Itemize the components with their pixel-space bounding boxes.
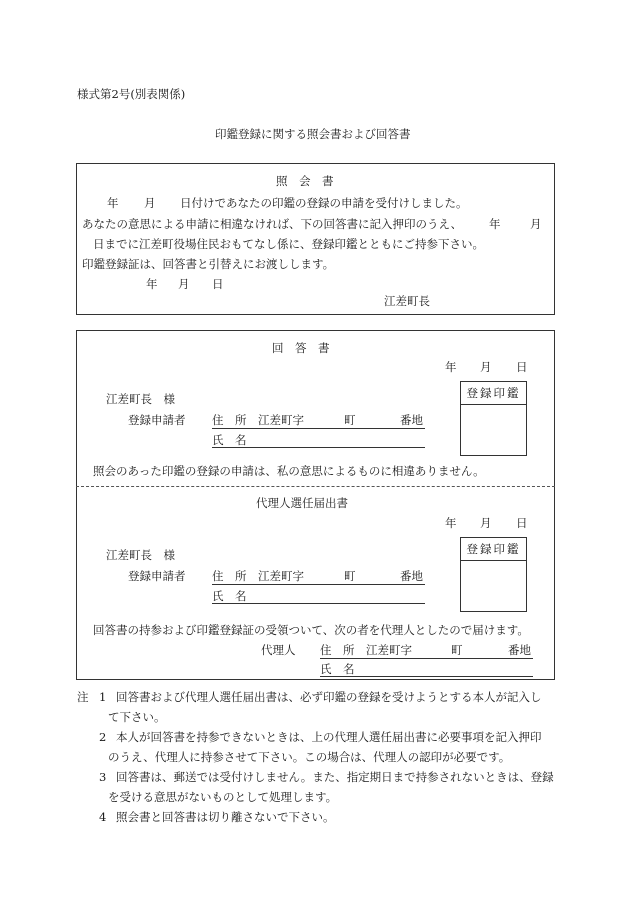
cut-line [76, 486, 555, 487]
proxy-date-day: 日 [516, 516, 528, 530]
inquiry-signer: 江差町長 [384, 294, 430, 308]
inquiry-line1-text: 日付けであなたの印鑑の登録の申請を受付けしました。 [180, 196, 468, 210]
proxy-address-label: 住 所 [212, 569, 247, 583]
answer-addressee: 江差町長 様 [106, 392, 175, 406]
inquiry-title: 照 会 書 [276, 174, 334, 188]
agent-name-label: 氏 名 [320, 662, 355, 676]
note-line: て下さい。 [108, 710, 166, 724]
inquiry-line3-text: 日までに江差町役場住民おもてなし係に、登録印鑑とともにご持参下さい。 [93, 237, 484, 251]
note-line: 回答書および代理人選任届出書は、必ず印鑑の登録を受けようとする本人が記入し [116, 690, 542, 704]
agent-address-banchi: 番地 [508, 643, 531, 657]
note-line: 照会書と回答書は切り離さないで下さい。 [116, 810, 335, 824]
proxy-address-town: 江差町字 [258, 569, 304, 583]
answer-date-year: 年 [445, 360, 457, 374]
agent-address-line [320, 658, 533, 659]
agent-address-cho: 町 [451, 643, 463, 657]
inquiry-line1-year: 年 [107, 196, 119, 210]
answer-stamp-label: 登録印鑑 [461, 382, 526, 405]
answer-address-cho: 町 [344, 413, 356, 427]
note-number: 3 [99, 770, 107, 784]
answer-applicant-label: 登録申請者 [128, 413, 186, 427]
notes-heading: 注 [77, 690, 89, 704]
proxy-name-line [212, 603, 425, 604]
proxy-date-month: 月 [480, 516, 492, 530]
agent-name-line [320, 676, 533, 677]
note-line: 本人が回答書を持参できないときは、上の代理人選任届出書に必要事項を記入押印 [116, 730, 542, 744]
answer-date-month: 月 [480, 360, 492, 374]
note-line: のうえ、代理人に持参させて下さい。この場合は、代理人の認印が必要です。 [108, 750, 511, 764]
proxy-address-banchi: 番地 [400, 569, 423, 583]
agent-address-town: 江差町字 [366, 643, 412, 657]
inquiry-line2-text: あなたの意思による申請に相違なければ、下の回答書に記入押印のうえ、 [82, 217, 463, 231]
proxy-addressee: 江差町長 様 [106, 548, 175, 562]
proxy-applicant-label: 登録申請者 [128, 569, 186, 583]
answer-title: 回 答 書 [272, 341, 330, 355]
answer-address-banchi: 番地 [400, 413, 423, 427]
answer-address-town: 江差町字 [258, 413, 304, 427]
inquiry-line4-text: 印鑑登録証は、回答書と引替えにお渡しします。 [82, 257, 335, 271]
answer-name-line [212, 447, 425, 448]
inquiry-line2-year: 年 [489, 217, 501, 231]
answer-address-line [212, 428, 425, 429]
proxy-address-cho: 町 [344, 569, 356, 583]
answer-date-day: 日 [516, 360, 528, 374]
proxy-address-line [212, 584, 425, 585]
note-number: 4 [99, 810, 107, 824]
inquiry-date-year: 年 [146, 277, 158, 291]
inquiry-line2-month: 月 [530, 217, 542, 231]
inquiry-date-day: 日 [212, 277, 224, 291]
answer-name-label: 氏 名 [212, 433, 247, 447]
answer-address-label: 住 所 [212, 413, 247, 427]
proxy-stamp-box [460, 537, 527, 612]
proxy-stamp-label: 登録印鑑 [461, 538, 526, 561]
agent-address-label: 住 所 [320, 643, 355, 657]
document-title: 印鑑登録に関する照会書および回答書 [215, 127, 411, 141]
answer-stamp-box [460, 381, 527, 456]
note-number: 2 [99, 730, 107, 744]
note-number: 1 [99, 690, 107, 704]
note-line: を受ける意思がないものとして処理します。 [108, 790, 338, 804]
answer-statement: 照会のあった印鑑の登録の申請は、私の意思によるものに相違ありません。 [93, 464, 485, 478]
inquiry-line1-month: 月 [144, 196, 156, 210]
proxy-title: 代理人選任届出書 [256, 496, 348, 510]
note-line: 回答書は、郵送では受付けしません。また、指定期日まで持参されないときは、登録 [116, 770, 554, 784]
inquiry-date-month: 月 [178, 277, 190, 291]
proxy-name-label: 氏 名 [212, 589, 247, 603]
proxy-date-year: 年 [445, 516, 457, 530]
agent-label: 代理人 [261, 643, 296, 657]
form-label: 様式第2号(別表関係) [77, 87, 186, 101]
proxy-statement: 回答書の持参および印鑑登録証の受領ついて、次の者を代理人としたので届けます。 [93, 623, 529, 637]
